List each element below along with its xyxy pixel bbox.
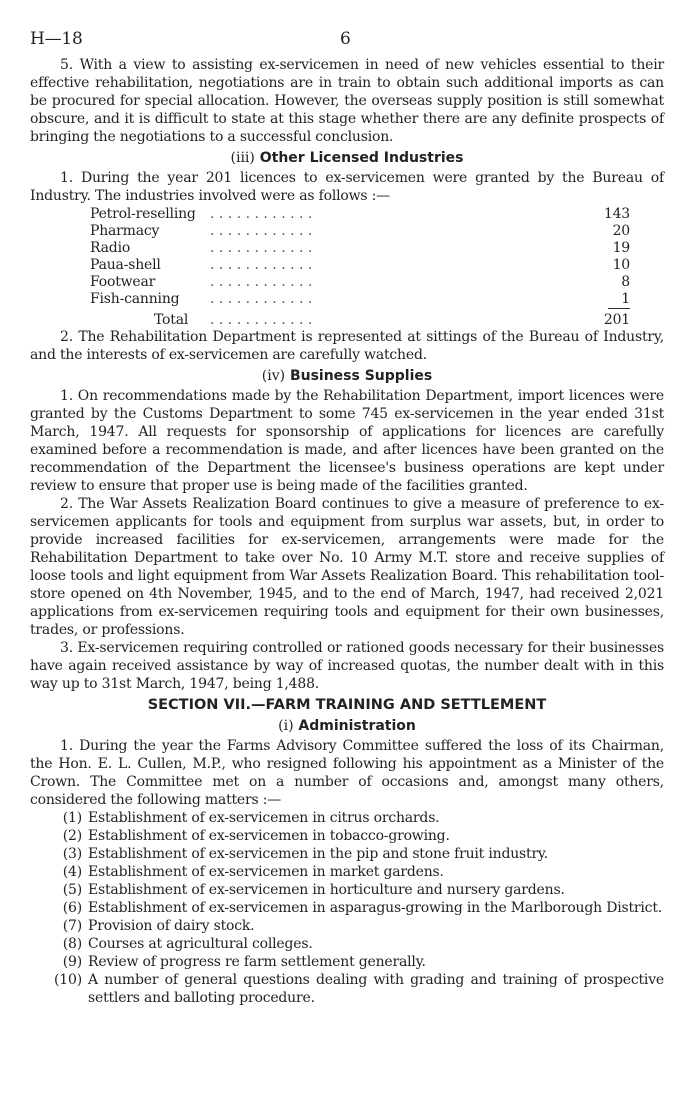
- industry-name: Petrol-reselling: [90, 206, 196, 222]
- item-number: (8): [62, 936, 82, 952]
- industry-name: Pharmacy: [90, 223, 160, 239]
- heading-number: (i): [278, 718, 294, 734]
- list-item: [30, 953, 664, 971]
- item-number: (4): [62, 864, 82, 880]
- industry-count: 143: [603, 206, 630, 222]
- table-row: [90, 239, 630, 256]
- list-item: [30, 809, 664, 827]
- heading-administration: [30, 717, 664, 735]
- item-text: Establishment of ex-servicemen in asparagus-growing in the Marlborough District.: [88, 900, 662, 916]
- item-text: A number of general questions dealing with grading and training of prospective settlers and balloting procedure.: [88, 972, 664, 1006]
- leader-dots: . . . . . . . . . . . .: [210, 257, 313, 273]
- paragraph-rationed-goods: 3. Ex-servicemen requiring controlled or rationed goods necessary for their businesses have again received assistance by way of increased quotas, the number dealt with in this way up to 31st March, 1947, being 1,488.: [30, 640, 664, 692]
- leader-dots: . . . . . . . . . . . .: [210, 206, 313, 222]
- list-item: [30, 899, 664, 917]
- paragraph-import-licences: 1. On recommendations made by the Rehabilitation Department, import licences were granted by the Customs Department to some 745 ex-servicemen in the year ended 31st March, 1947. All requests for sponsorship of applications for licences are carefully examined before a recommendation is made, and after licences have been granted on the recommendation of the Department the licensee's business operations are kept under review to ensure that proper use is being made of the facilities granted.: [30, 388, 664, 494]
- item-number: (1): [62, 810, 82, 826]
- list-item: [30, 971, 664, 1007]
- leader-dots: . . . . . . . . . . . .: [210, 291, 313, 307]
- paragraph-war-assets: 2. The War Assets Realization Board continues to give a measure of preference to ex-servicemen applicants for tools and equipment from surplus war assets, but, in order to provide increased facilities for ex-servicemen, arrangements were made for the Rehabilitation Department to take over No. 10 Army M.T. store and receive supplies of loose tools and light equipment from War Assets Realization Board. This rehabilitation tool-store opened on 4th November, 1945, and to the end of March, 1947, had received 2,021 applications from ex-servicemen requiring tools and equipment for their own businesses, trades, or professions.: [30, 496, 664, 638]
- industry-count: 19: [612, 240, 630, 256]
- paragraph-licences: 1. During the year 201 licences to ex-servicemen were granted by the Bureau of Industry. The industries involved were as follows :—: [30, 170, 664, 204]
- table-row: [90, 290, 630, 307]
- item-number: (5): [62, 882, 82, 898]
- paragraph-farms-committee: 1. During the year the Farms Advisory Committee suffered the loss of its Chairman, the Hon. E. L. Cullen, M.P., who resigned following his appointment as a Minister of the Crown. The Committee met on a number of occasions and, amongst many others, considered the following matters :—: [30, 738, 664, 808]
- heading-text: Administration: [298, 718, 416, 734]
- item-number: (9): [62, 954, 82, 970]
- table-row: [90, 273, 630, 290]
- heading-number: (iii): [230, 150, 255, 166]
- running-head: [30, 30, 664, 56]
- table-row: [90, 222, 630, 239]
- report-reference: H—18: [30, 29, 83, 49]
- industry-count: 8: [621, 274, 630, 290]
- total-value: 201: [603, 312, 630, 328]
- list-item: [30, 863, 664, 881]
- section-title: SECTION VII.—FARM TRAINING AND SETTLEMENT: [147, 697, 547, 713]
- industry-count: 10: [612, 257, 630, 273]
- industry-name: Footwear: [90, 274, 156, 290]
- heading-business-supplies: [30, 367, 664, 385]
- table-total-row: [90, 311, 630, 328]
- total-label: Total: [154, 312, 189, 328]
- item-number: (2): [62, 828, 82, 844]
- heading-text: Other Licensed Industries: [259, 150, 464, 166]
- industry-name: Paua-shell: [90, 257, 161, 273]
- industry-name: Radio: [90, 240, 131, 256]
- item-number: (3): [62, 846, 82, 862]
- paragraph-vehicles: 5. With a view to assisting ex-servicemen in need of new vehicles essential to their effective rehabilitation, negotiations are in train to obtain such additional imports as can be procured for special allocation. However, the overseas supply position is still somewhat obscure, and it is difficult to state at this stage whether there are any definite prospects of bringing the negotiations to a successful conclusion.: [30, 57, 664, 145]
- item-text: Establishment of ex-servicemen in the pip and stone fruit industry.: [88, 846, 549, 862]
- table-row: [90, 256, 630, 273]
- item-text: Establishment of ex-servicemen in market gardens.: [88, 864, 444, 880]
- industry-count: 20: [612, 223, 630, 239]
- item-text: Review of progress re farm settlement generally.: [88, 954, 426, 970]
- matters-list: [30, 809, 664, 1007]
- industry-name: Fish-canning: [90, 291, 180, 307]
- paragraph-representation: 2. The Rehabilitation Department is represented at sittings of the Bureau of Industry, and the interests of ex-servicemen are carefully watched.: [30, 329, 664, 363]
- item-number: (10): [54, 972, 82, 988]
- list-item: [30, 881, 664, 899]
- total-rule: [90, 307, 630, 311]
- industries-table: [90, 205, 630, 328]
- list-item: [30, 935, 664, 953]
- list-item: [30, 827, 664, 845]
- item-text: Provision of dairy stock.: [88, 918, 255, 934]
- item-number: (7): [62, 918, 82, 934]
- item-number: (6): [62, 900, 82, 916]
- item-text: Establishment of ex-servicemen in citrus orchards.: [88, 810, 440, 826]
- heading-text: Business Supplies: [289, 368, 433, 384]
- table-row: [90, 205, 630, 222]
- leader-dots: . . . . . . . . . . . .: [210, 312, 313, 328]
- item-text: Courses at agricultural colleges.: [88, 936, 313, 952]
- list-item: [30, 917, 664, 935]
- heading-number: (iv): [261, 368, 286, 384]
- item-text: Establishment of ex-servicemen in tobacco-growing.: [88, 828, 450, 844]
- leader-dots: . . . . . . . . . . . .: [210, 240, 313, 256]
- heading-other-licensed-industries: [30, 149, 664, 167]
- page-number: 6: [340, 29, 351, 49]
- industry-count: 1: [621, 291, 630, 307]
- leader-dots: . . . . . . . . . . . .: [210, 274, 313, 290]
- leader-dots: . . . . . . . . . . . .: [210, 223, 313, 239]
- item-text: Establishment of ex-servicemen in horticulture and nursery gardens.: [88, 882, 565, 898]
- list-item: [30, 845, 664, 863]
- rule-line: [608, 308, 630, 309]
